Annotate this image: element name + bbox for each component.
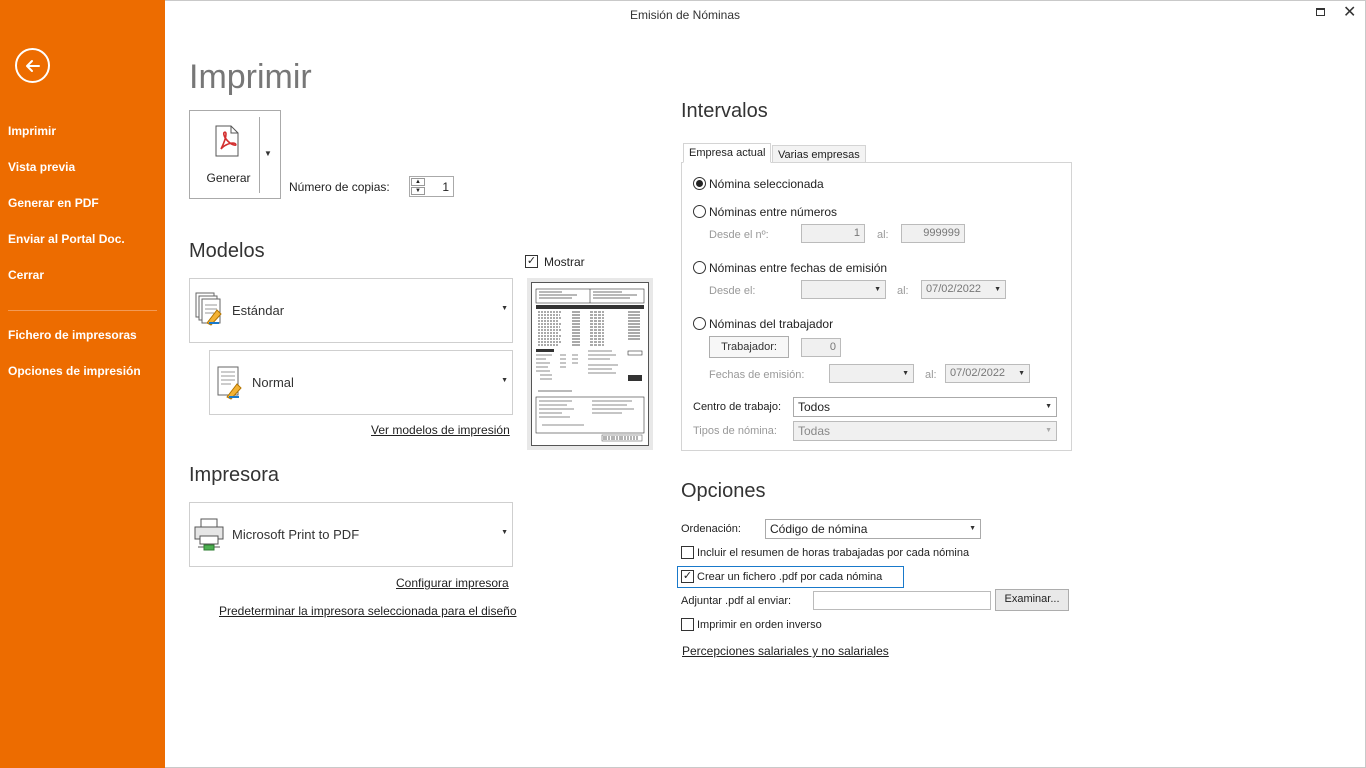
desde-fecha-label: Desde el: (709, 285, 756, 297)
preview-page (531, 282, 649, 446)
modelo-select-label: Estándar (232, 303, 285, 318)
chevron-down-icon: ▼ (501, 305, 508, 312)
al-fecha-label: al: (897, 285, 909, 297)
arrow-left-icon (23, 56, 43, 76)
al-fecha-trab-label: al: (925, 369, 937, 381)
sidebar-item-generar-pdf[interactable]: Generar en PDF (8, 196, 99, 210)
ordenacion-select[interactable] (765, 519, 981, 539)
tab-empresa-actual[interactable]: Empresa actual (683, 143, 771, 163)
chevron-down-icon: ▼ (501, 377, 508, 384)
spin-down-icon[interactable]: ▼ (411, 187, 425, 195)
intervalos-heading: Intervalos (681, 100, 768, 122)
sidebar-item-imprimir[interactable]: Imprimir (8, 124, 57, 138)
chevron-down-icon: ▼ (1045, 427, 1052, 434)
al-n-field[interactable]: 999999 (901, 224, 965, 243)
close-icon[interactable]: ✕ (1343, 4, 1357, 21)
submodelo-select-label: Normal (252, 375, 294, 390)
mostrar-label: Mostrar (544, 255, 585, 269)
document-preview (527, 278, 653, 450)
fechas-emision-label: Fechas de emisión: (709, 369, 805, 381)
chevron-down-icon: ▼ (969, 525, 976, 532)
sidebar-item-fichero-impresoras[interactable]: Fichero de impresoras (8, 328, 137, 342)
page-title: Imprimir (189, 58, 312, 96)
sidebar-divider (8, 310, 157, 311)
trabajador-button[interactable]: Trabajador: (709, 336, 789, 358)
chevron-down-icon[interactable]: ▼ (264, 149, 272, 158)
al-n-label: al: (877, 229, 889, 241)
al-fecha-value: 07/02/2022 (926, 283, 982, 295)
tipos-nomina-select[interactable] (793, 421, 1057, 441)
window-title: Emisión de Nóminas (629, 8, 741, 22)
sidebar-item-cerrar[interactable]: Cerrar (8, 268, 45, 282)
fecha-trab-hasta-picker[interactable] (945, 364, 1030, 383)
document-stack-icon (195, 292, 225, 326)
radio-nominas-numeros[interactable] (693, 205, 706, 218)
mostrar-checkbox[interactable]: ✓ (526, 255, 537, 267)
chevron-down-icon: ▼ (902, 370, 909, 377)
adjuntar-pdf-label: Adjuntar .pdf al enviar: (681, 595, 792, 607)
radio-nominas-trabajador[interactable] (693, 317, 706, 330)
centro-trabajo-value: Todos (798, 400, 831, 414)
centro-trabajo-label: Centro de trabajo: (693, 401, 782, 413)
generar-label: Generar (206, 171, 251, 185)
tipos-nomina-value: Todas (798, 424, 831, 438)
sidebar-item-vista-previa[interactable]: Vista previa (8, 160, 76, 174)
chevron-down-icon: ▼ (874, 286, 881, 293)
sidebar-item-opciones-impresion[interactable]: Opciones de impresión (8, 364, 141, 378)
sidebar-item-enviar-portal[interactable]: Enviar al Portal Doc. (8, 232, 125, 246)
orden-inverso-checkbox[interactable] (681, 618, 694, 631)
modelos-heading: Modelos (189, 240, 265, 262)
orden-inverso-label: Imprimir en orden inverso (697, 619, 822, 631)
examinar-button[interactable]: Examinar... (995, 589, 1069, 611)
nominas-fechas-label: Nóminas entre fechas de emisión (709, 261, 888, 275)
sidebar (0, 0, 165, 768)
desde-n-label: Desde el nº: (709, 229, 769, 241)
generar-button[interactable] (189, 110, 281, 199)
preview-thumbnail (532, 283, 648, 445)
trabajador-field[interactable]: 0 (801, 338, 841, 357)
ver-modelos-link[interactable]: Ver modelos de impresión (371, 423, 510, 437)
spin-up-icon[interactable]: ▲ (411, 178, 425, 186)
back-button[interactable] (15, 48, 50, 83)
al-fecha-picker[interactable] (921, 280, 1006, 299)
predeterminar-impresora-link[interactable]: Predeterminar la impresora seleccionada para el diseño (219, 604, 517, 618)
nomina-seleccionada-label: Nómina seleccionada (709, 177, 824, 191)
crear-pdf-label: Crear un fichero .pdf por cada nómina (697, 571, 883, 583)
copies-value: 1 (442, 180, 449, 194)
crear-pdf-checkbox[interactable]: ✓ (682, 570, 693, 582)
percepciones-link[interactable]: Percepciones salariales y no salariales (682, 644, 889, 658)
configurar-impresora-link[interactable]: Configurar impresora (396, 576, 509, 590)
desde-n-field[interactable]: 1 (801, 224, 865, 243)
submodelo-select[interactable] (209, 350, 513, 415)
printer-select[interactable] (189, 502, 513, 567)
document-edit-icon (217, 366, 245, 400)
nominas-numeros-label: Nóminas entre números (709, 205, 838, 219)
maximize-icon[interactable] (1316, 8, 1325, 16)
tab-varias-empresas[interactable]: Varias empresas (772, 145, 866, 163)
pdf-icon (214, 125, 240, 157)
ordenacion-value: Código de nómina (770, 522, 868, 536)
nominas-trabajador-label: Nóminas del trabajador (709, 317, 834, 331)
fecha-trab-value: 07/02/2022 (950, 367, 1006, 379)
desde-fecha-picker[interactable] (801, 280, 886, 299)
incluir-resumen-checkbox[interactable] (681, 546, 694, 559)
impresora-heading: Impresora (189, 464, 280, 486)
chevron-down-icon: ▼ (994, 286, 1001, 293)
incluir-resumen-label: Incluir el resumen de horas trabajadas por cada nómina (697, 547, 970, 559)
printer-select-label: Microsoft Print to PDF (232, 527, 360, 542)
copies-spinner[interactable] (409, 176, 454, 197)
fecha-trab-desde-picker[interactable] (829, 364, 914, 383)
radio-nomina-seleccionada[interactable] (693, 177, 706, 190)
centro-trabajo-select[interactable] (793, 397, 1057, 417)
chevron-down-icon: ▼ (1018, 370, 1025, 377)
printer-icon (194, 517, 224, 551)
copies-label: Número de copias: (289, 180, 390, 194)
adjuntar-pdf-field[interactable] (813, 591, 991, 610)
ordenacion-label: Ordenación: (681, 523, 741, 535)
tipos-nomina-label: Tipos de nómina: (693, 425, 777, 437)
radio-nominas-fechas[interactable] (693, 261, 706, 274)
chevron-down-icon: ▼ (1045, 403, 1052, 410)
chevron-down-icon: ▼ (501, 529, 508, 536)
modelo-select[interactable] (189, 278, 513, 343)
opciones-heading: Opciones (681, 480, 766, 502)
